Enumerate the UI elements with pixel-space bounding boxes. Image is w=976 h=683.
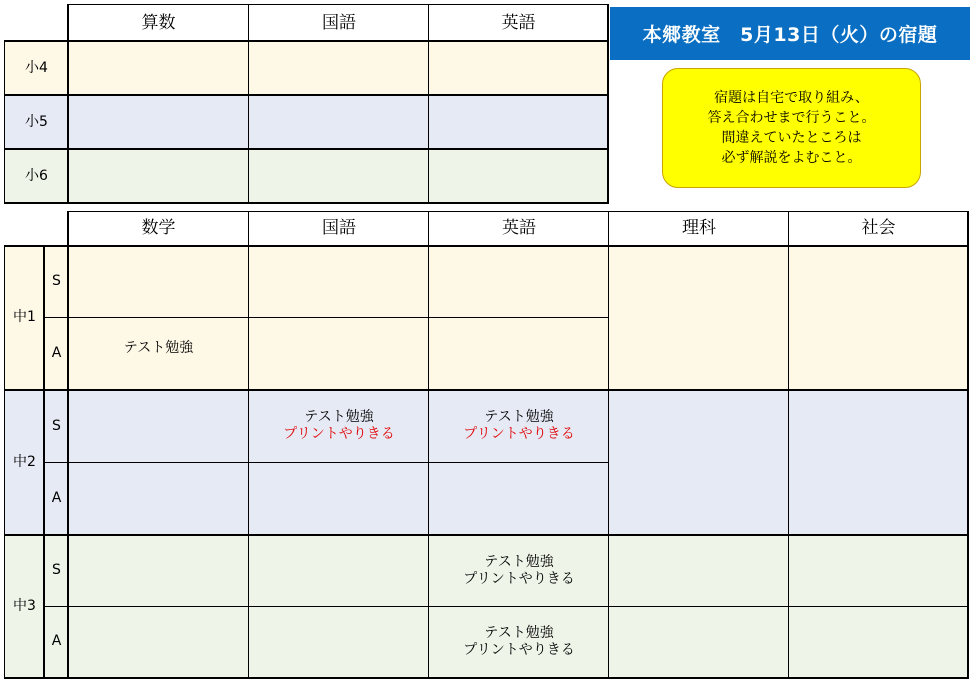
task-line-highlight: プリントやりきる bbox=[463, 426, 575, 442]
elementary-table bbox=[0, 0, 612, 206]
jr-header-english: 英語 bbox=[502, 218, 536, 238]
jr-grade-2-label: 中2 bbox=[13, 453, 36, 470]
jr-g2-s-japanese-task bbox=[249, 390, 429, 462]
task-line: テスト勉強 bbox=[304, 409, 374, 425]
junior-table bbox=[0, 206, 976, 683]
elem-grade-4-row bbox=[68, 41, 608, 95]
jr-g3-level-s: S bbox=[52, 562, 61, 578]
jr-g2-s-english-task bbox=[429, 390, 609, 462]
task-line: テスト勉強 bbox=[484, 553, 554, 570]
task-line: テスト勉強 bbox=[484, 624, 554, 641]
jr-g3-a-english-task bbox=[429, 606, 609, 677]
jr-g1-level-s: S bbox=[52, 273, 61, 289]
task-line: プリントやりきる bbox=[463, 641, 575, 658]
task-line-highlight: プリントやりきる bbox=[283, 426, 395, 442]
elem-grade-5-label: 小5 bbox=[5, 95, 68, 149]
elem-grade-6-row bbox=[68, 149, 608, 203]
jr-header-science: 理科 bbox=[682, 218, 716, 238]
elem-header-math: 算数 bbox=[141, 12, 176, 33]
elem-header-english: 英語 bbox=[501, 12, 536, 33]
elem-grade-6-label: 小6 bbox=[5, 149, 68, 203]
elem-grade-4-label: 小4 bbox=[5, 41, 68, 95]
jr-grade-3-label: 中3 bbox=[13, 597, 36, 614]
note-line-3: 間違えていたところは bbox=[721, 130, 862, 146]
task-line: プリントやりきる bbox=[463, 570, 575, 587]
elem-grade-5-row bbox=[68, 95, 608, 149]
jr-header-math: 数学 bbox=[141, 218, 176, 238]
jr-g2-level-a: A bbox=[51, 489, 62, 506]
jr-g3-s-english-task bbox=[429, 535, 609, 606]
jr-g3-level-a: A bbox=[51, 633, 62, 649]
note-line-4: 必ず解説をよむこと。 bbox=[721, 150, 862, 166]
jr-header-japanese: 国語 bbox=[322, 218, 356, 238]
jr-g2-level-s: S bbox=[52, 417, 61, 434]
jr-grade-1-label: 中1 bbox=[13, 309, 36, 325]
jr-g1-level-a: A bbox=[51, 345, 62, 361]
homework-note bbox=[662, 68, 921, 188]
jr-header-social: 社会 bbox=[861, 218, 896, 238]
jr-g1-a-math-task: テスト勉強 bbox=[123, 339, 194, 356]
elem-header-japanese: 国語 bbox=[322, 12, 356, 33]
task-line: テスト勉強 bbox=[484, 409, 554, 425]
page-title: 本郷教室 5月13日（火）の宿題 bbox=[610, 7, 970, 60]
note-line-2: 答え合わせまで行うこと。 bbox=[707, 110, 876, 126]
note-line-1: 宿題は自宅で取り組み、 bbox=[714, 90, 869, 106]
